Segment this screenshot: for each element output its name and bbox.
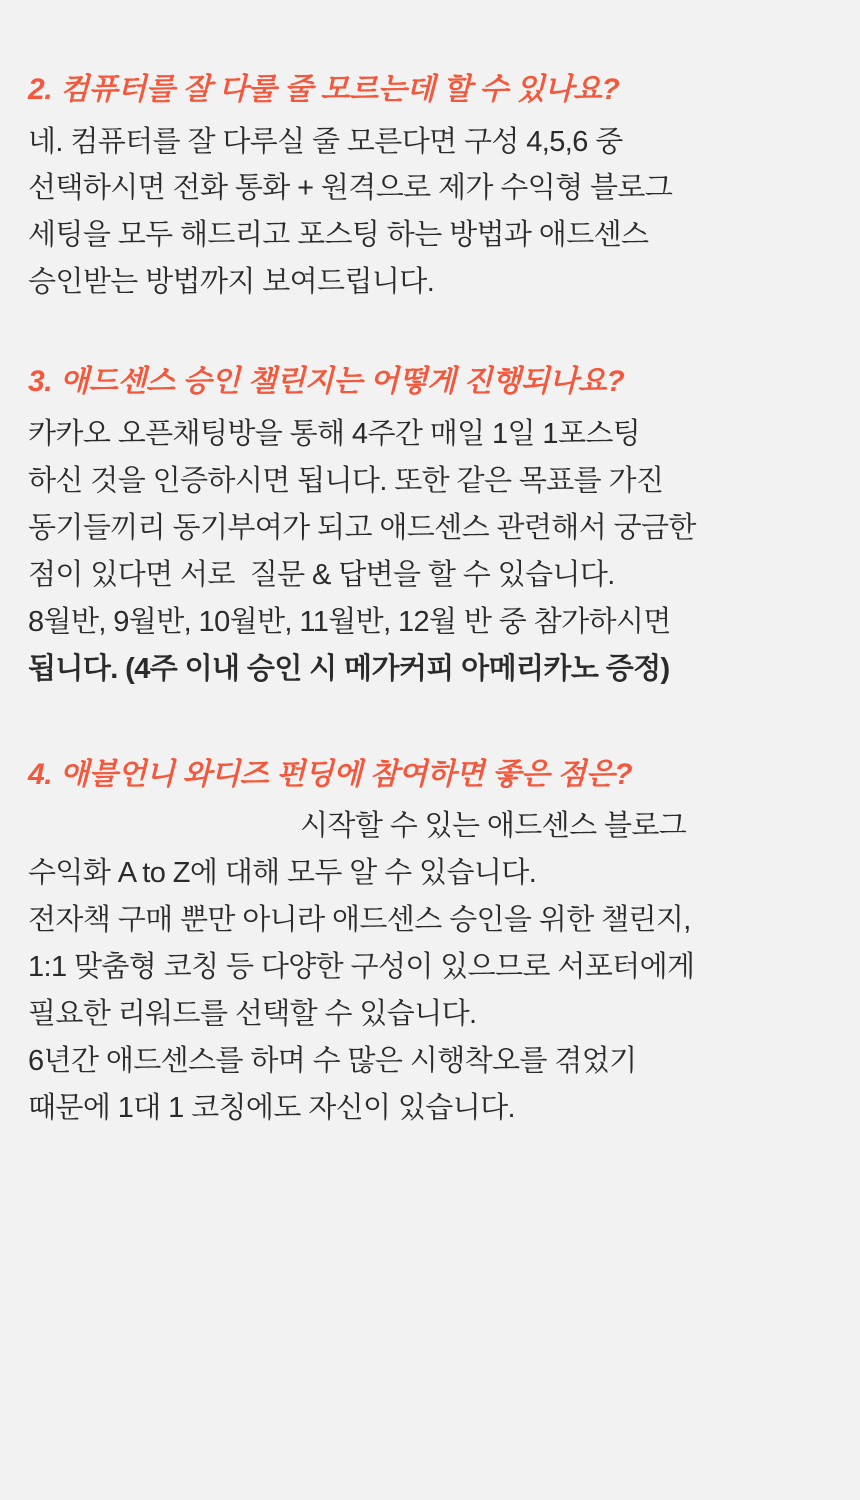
- faq-answer-line: 1:1 맞춤형 코칭 등 다양한 구성이 있으므로 서포터에게: [28, 951, 695, 984]
- faq-answer-line: 수익화 A to Z에 대해 모두 알 수 있습니다.: [28, 857, 537, 890]
- faq-section-q4: [28, 755, 832, 1132]
- faq-answer-line: 세팅을 모두 해드리고 포스팅 하는 방법과 애드센스: [28, 219, 649, 252]
- faq-answer-line: 승인받는 방법까지 보여드립니다.: [28, 266, 435, 299]
- faq-answer-line: 8월반, 9월반, 10월반, 11월반, 12월 반 중 참가하시면: [28, 605, 671, 638]
- faq-answer-line: 때문에 1대 1 코칭에도 자신이 있습니다.: [28, 1092, 516, 1124]
- faq-question-q4: 4. 애블언니 와디즈 펀딩에 참여하면 좋은 점은?: [28, 757, 633, 791]
- section-spacer: [28, 306, 832, 362]
- faq-section-q2: [28, 70, 832, 306]
- faq-answer-line: 선택하시면 전화 통화 + 원격으로 제가 수익형 블로그: [28, 172, 673, 205]
- faq-answer-line: 카카오 오픈채팅방을 통해 4주간 매일 1일 1포스팅: [28, 417, 641, 450]
- faq-answer-line: 네. 컴퓨터를 잘 다루실 줄 모른다면 구성 4,5,6 중: [28, 125, 623, 158]
- faq-answer-line: 전자책 구매 뿐만 아니라 애드센스 승인을 위한 챌린지,: [28, 904, 691, 937]
- faq-answer-line: 동기들끼리 동기부여가 되고 애드센스 관련해서 궁금한: [28, 511, 696, 544]
- faq-answer-line: 시작할 수 있는 애드센스 블로그: [300, 810, 687, 843]
- faq-question-q2: 2. 컴퓨터를 잘 다룰 줄 모르는데 할 수 있나요?: [28, 73, 620, 106]
- faq-section-q3: [28, 362, 832, 692]
- faq-answer-line: 하신 것을 인증하시면 됩니다. 또한 같은 목표를 가진: [28, 464, 664, 497]
- faq-answer-line: 점이 있다면 서로 질문 & 답변을 할 수 있습니다.: [28, 558, 615, 591]
- faq-answer-line: 필요한 리워드를 선택할 수 있습니다.: [28, 998, 477, 1031]
- faq-question-q3: 3. 애드센스 승인 챌린지는 어떻게 진행되나요?: [28, 365, 625, 399]
- faq-answer-line: 6년간 애드센스를 하며 수 많은 시행착오를 겪었기: [28, 1045, 637, 1078]
- faq-answer-line: 됩니다. (4주 이내 승인 시 메가커피 아메리카노 증정): [28, 652, 670, 685]
- section-spacer: [28, 693, 832, 755]
